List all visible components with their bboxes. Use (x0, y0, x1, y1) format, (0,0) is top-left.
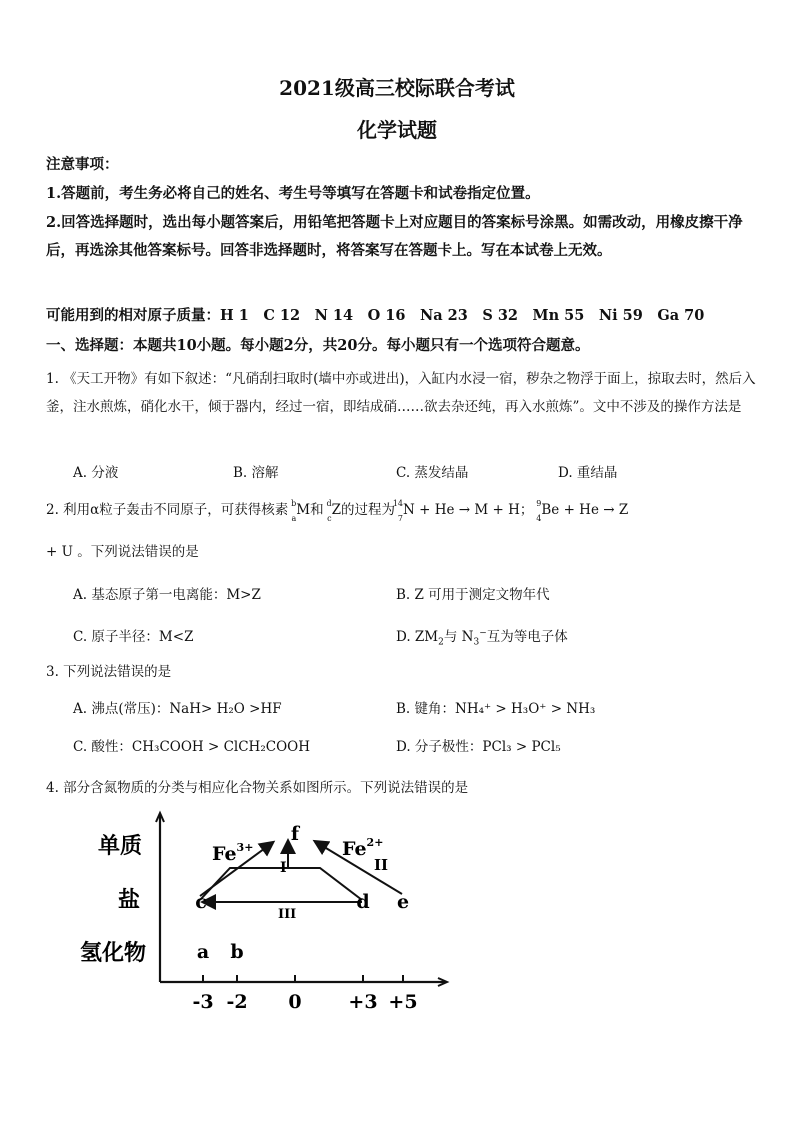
x-tick-label: -2 (226, 991, 248, 1013)
question-4-stem: 4. 部分含氮物质的分类与相应化合物关系如图所示。下列说法错误的是 (46, 780, 469, 796)
point-label-e: e (396, 891, 410, 913)
roman-i-label: I (280, 860, 287, 876)
point-label-f: f (290, 823, 300, 845)
roman-iii-label: III (278, 907, 297, 922)
q3-option-a: A. 沸点(常压)：NaH> H₂O >HF (73, 701, 282, 717)
be-isotope-label: 9 4 (536, 498, 542, 523)
x-ticks (192, 975, 417, 1013)
question-2-stem-cont (46, 540, 199, 560)
fe3-label: $Fe^{3+}$ (212, 841, 254, 865)
notice-item-1: 1.答题前，考生务必将自己的姓名、考生号等填写在答题卡和试卷指定位置。 (46, 185, 540, 202)
atomic-masses: 可能用到的相对原子质量：H 1 C 12 N 14 O 16 Na 23 S 32 Mn 55 Ni 59 Ga 70 (46, 307, 705, 324)
x-tick-label: -3 (192, 991, 214, 1013)
q2-stem-mid: 粒子轰击不同原子，可获得核素 (99, 502, 289, 518)
question-2-stem (46, 498, 629, 523)
q2-stem-prefix: 2. 利用 (46, 502, 91, 518)
point-label-c: c (195, 891, 207, 913)
q3-option-c: C. 酸性：CH₃COOH > ClCH₂COOH (73, 739, 310, 755)
point-label-d: d (356, 891, 370, 913)
point-label-a: a (196, 941, 210, 963)
n-isotope-label: 14 7 (392, 498, 404, 523)
notice-heading: 注意事项： (46, 156, 119, 173)
q2-option-d: D. $ZM_2$与 $N_3^-$互为等电子体 (396, 628, 568, 648)
y-label-salt: 盐 (118, 887, 141, 913)
reaction-2: Be + He → Z (541, 502, 629, 518)
exam-subtitle: 化学试题 (357, 118, 437, 142)
q2-option-a: A. 基态原子第一电离能：M>Z (73, 587, 261, 603)
q2-tail: + U 。下列说法错误的是 (46, 544, 199, 560)
q2-and: 和 (310, 502, 324, 518)
y-label-element: 单质 (98, 833, 143, 859)
question-3-stem: 3. 下列说法错误的是 (46, 664, 172, 680)
q2-stem-process: 的过程为 (341, 502, 396, 518)
q1-option-d: D. 重结晶 (558, 465, 618, 481)
roman-ii-label: II (374, 856, 389, 874)
q2-option-c: C. 原子半径：M<Z (73, 629, 194, 645)
isotope-m-label: b a (291, 498, 297, 523)
isotope-z-label: d c (326, 498, 332, 523)
nuclide-m: M (296, 502, 311, 518)
section-1-heading: 一、选择题：本题共10小题。每小题2分，共20分。每小题只有一个选项符合题意。 (46, 337, 590, 354)
q1-option-b: B. 溶解 (233, 465, 279, 481)
question-1-stem: 1. 《天工开物》有如下叙述：“凡硝刮扫取时(墙中亦或进出)，入缸内水浸一宿，秽杂之物浮于面上，掠取去时，然后入釜，注水煎炼，硝化水干，倾于器内，经过一宿，即结成硝……欲去杂还纯，再入水煎炼”。文中不涉及的操作方法是 (46, 371, 756, 415)
q2-option-b: B. Z 可用于测定文物年代 (396, 587, 550, 603)
x-tick-label: +3 (348, 991, 378, 1013)
nuclide-z: Z (331, 502, 342, 518)
exam-title: 2021级高三校际联合考试 (279, 76, 515, 100)
q3-option-b: B. 键角：NH₄⁺ > H₃O⁺ > NH₃ (396, 701, 596, 717)
notice-item-2: 2.回答选择题时，选出每小题答案后，用铅笔把答题卡上对应题目的答案标号涂黑。如需改动，用橡皮擦干净后，再选涂其他答案标号。回答非选择题时，将答案写在答题卡上。写在本试卷上无效。 (46, 214, 743, 259)
x-tick-label: +5 (388, 991, 418, 1013)
fe2-label: $Fe^{2+}$ (342, 836, 384, 860)
q1-option-a: A. 分液 (73, 465, 119, 481)
q1-option-c: C. 蒸发结晶 (396, 465, 469, 481)
nitrogen-classification-chart (80, 810, 460, 1035)
x-tick-label: 0 (288, 991, 302, 1013)
alpha-symbol: α (90, 502, 100, 518)
reaction-1: N + He → M + H； (403, 502, 534, 518)
y-label-hydride: 氢化物 (80, 940, 147, 966)
q3-option-d: D. 分子极性：PCl₃ > PCl₅ (396, 739, 561, 755)
point-label-b: b (230, 941, 244, 963)
